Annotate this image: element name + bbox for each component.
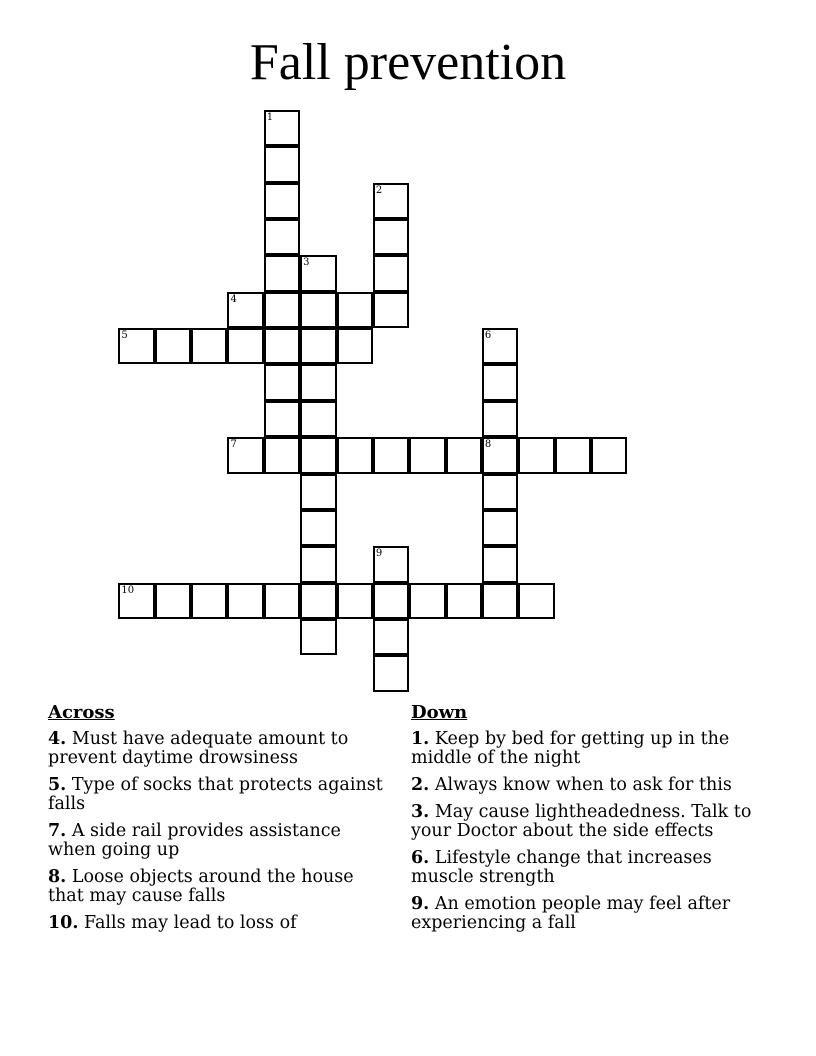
grid-cell[interactable] [227,437,263,473]
grid-cell[interactable] [191,583,227,619]
grid-cell[interactable] [373,255,409,291]
grid-cell[interactable] [337,583,373,619]
clue-across-7: 7. A side rail provides assistance when going up [48,821,341,860]
clue-number: 10 [121,584,135,596]
grid-cell[interactable] [264,110,300,146]
across-heading: Across [48,702,115,723]
grid-cell[interactable] [591,437,627,473]
clue-number: 3 [303,257,310,269]
clue-number: 7 [230,439,237,451]
grid-cell[interactable] [300,474,336,510]
down-heading: Down [411,702,468,723]
clue-down-6: 6. Lifestyle change that increases muscle strength [411,848,712,887]
clue-down-3: 3. May cause lightheadedness. Talk to your Doctor about the side effects [411,802,752,841]
clue-across-10: 10. Falls may lead to loss of [48,913,297,933]
clue-number: 2 [375,184,383,196]
grid-cell[interactable] [482,583,518,619]
grid-cell[interactable] [373,437,409,473]
grid-cell[interactable] [373,619,409,655]
grid-cell[interactable] [409,583,445,619]
grid-cell[interactable] [264,364,300,400]
clue-across-4: 4. Must have adequate amount to prevent daytime drowsiness [48,729,349,768]
grid-cell[interactable] [264,146,300,182]
clue-down-9: 9. An emotion people may feel after experiencing a fall [411,894,731,933]
grid-cell[interactable] [446,583,482,619]
grid-cell[interactable] [373,292,409,328]
grid-cell[interactable] [300,546,336,582]
grid-cell[interactable] [337,328,373,364]
grid-cell[interactable] [191,328,227,364]
grid-cell[interactable] [264,583,300,619]
grid-cell[interactable] [482,546,518,582]
grid-cell[interactable] [264,401,300,437]
clue-down-2: 2. Always know when to ask for this [411,775,732,795]
grid-cell[interactable] [373,655,409,691]
down-clues [411,701,761,941]
clue-number: 8 [484,439,492,451]
grid-cell[interactable] [337,292,373,328]
grid-cell[interactable] [300,292,336,328]
grid-cell[interactable] [118,328,154,364]
clue-number: 4 [230,293,237,305]
grid-cell[interactable] [300,437,336,473]
grid-cell[interactable] [118,583,154,619]
grid-cell[interactable] [446,437,482,473]
clue-across-5: 5. Type of socks that protects against falls [48,775,383,814]
grid-cell[interactable] [300,255,336,291]
clue-number: 5 [121,330,128,342]
grid-cell[interactable] [300,364,336,400]
grid-cell[interactable] [555,437,591,473]
grid-cell[interactable] [155,328,191,364]
grid-cell[interactable] [482,510,518,546]
grid-cell[interactable] [518,583,554,619]
grid-cell[interactable] [264,437,300,473]
grid-cell[interactable] [337,437,373,473]
grid-cell[interactable] [409,437,445,473]
clue-number: 9 [375,548,383,560]
grid-cell[interactable] [300,583,336,619]
grid-cell[interactable] [482,437,518,473]
grid-cell[interactable] [155,583,191,619]
grid-cell[interactable] [227,583,263,619]
grid-cell[interactable] [264,219,300,255]
grid-cell[interactable] [300,510,336,546]
grid-cell[interactable] [264,328,300,364]
grid-cell[interactable] [227,328,263,364]
grid-cell[interactable] [264,183,300,219]
grid-cell[interactable] [373,219,409,255]
grid-cell[interactable] [373,546,409,582]
grid-cell[interactable] [482,364,518,400]
clue-number: 1 [266,112,274,123]
grid-cell[interactable] [300,328,336,364]
grid-cell[interactable] [373,583,409,619]
clue-down-1: 1. Keep by bed for getting up in the middle of the night [411,729,730,768]
clue-across-8: 8. Loose objects around the house that may cause falls [48,867,354,906]
grid-cell[interactable] [264,255,300,291]
grid-cell[interactable] [518,437,554,473]
grid-cell[interactable] [264,292,300,328]
grid-cell[interactable] [373,183,409,219]
grid-cell[interactable] [482,328,518,364]
across-clues [48,701,388,941]
clue-number: 6 [484,330,492,342]
grid-cell[interactable] [482,401,518,437]
page-title: Fall prevention [249,34,567,91]
grid-cell[interactable] [300,401,336,437]
grid-cell[interactable] [482,474,518,510]
grid-cell[interactable] [227,292,263,328]
grid-cell[interactable] [300,619,336,655]
